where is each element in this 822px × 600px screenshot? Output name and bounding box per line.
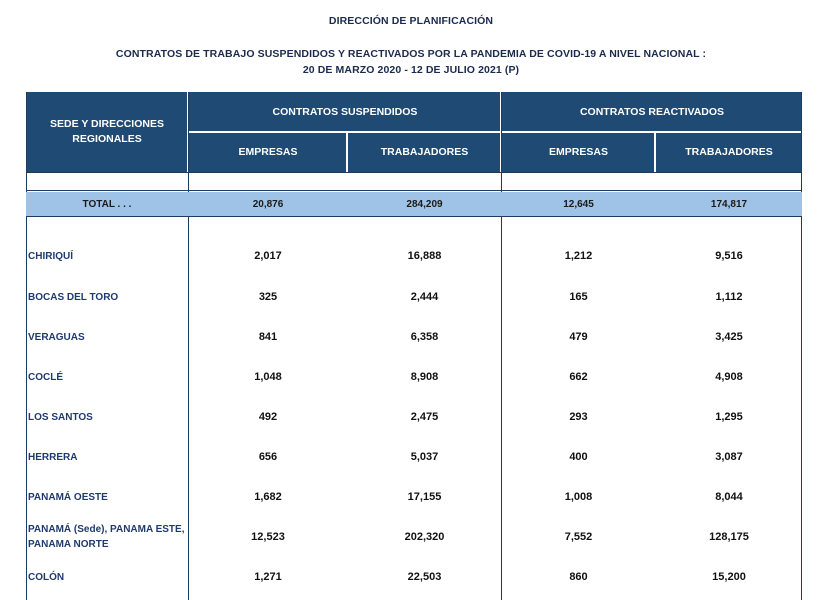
cell-reactivated-workers: 15,200 (712, 571, 746, 583)
subheader-suspended-workers: TRABAJADORES (380, 146, 469, 158)
group-header-reactivated: CONTRATOS REACTIVADOS (579, 105, 725, 118)
region-label: LOS SANTOS (28, 411, 93, 423)
total-reactivated-workers: 174,817 (710, 198, 748, 210)
cell-suspended-companies: 1,271 (254, 571, 282, 583)
header-divider-vertical (346, 133, 348, 172)
cell-suspended-workers: 202,320 (404, 531, 445, 543)
cell-reactivated-companies: 293 (569, 411, 588, 423)
cell-suspended-companies: 2,017 (254, 250, 282, 262)
region-label: PANAMÁ (Sede), PANAMA ESTE, PANAMA NORTE (28, 524, 185, 550)
subheader-reactivated-companies: EMPRESAS (549, 146, 608, 158)
cell-suspended-companies: 492 (258, 411, 278, 423)
report-subtitle: CONTRATOS DE TRABAJO SUSPENDIDOS Y REACTIVADOS POR LA PANDEMIA DE COVID-19 A NIVEL NACIONAL : (115, 48, 707, 60)
cell-reactivated-companies: 165 (569, 291, 588, 303)
cell-suspended-companies: 1,048 (254, 371, 282, 383)
cell-reactivated-workers: 9,516 (715, 250, 743, 262)
cell-reactivated-workers: 1,112 (715, 291, 743, 303)
cell-reactivated-companies: 662 (569, 371, 588, 383)
table-border-left (26, 92, 27, 600)
region-label: COLÓN (28, 571, 65, 583)
total-reactivated-companies: 12,645 (563, 198, 594, 210)
cell-reactivated-workers: 3,087 (715, 451, 743, 463)
total-suspended-companies: 20,876 (252, 198, 284, 210)
cell-suspended-companies: 12,523 (251, 531, 285, 543)
cell-suspended-workers: 22,503 (407, 571, 442, 583)
header-bottom-border (26, 172, 802, 173)
subheader-suspended-companies: EMPRESAS (238, 146, 298, 158)
cell-reactivated-workers: 4,908 (715, 371, 743, 383)
cell-suspended-workers: 2,444 (410, 291, 439, 303)
cell-reactivated-companies: 1,212 (564, 250, 593, 262)
cell-reactivated-companies: 479 (569, 331, 588, 343)
total-label: TOTAL . . . (82, 198, 132, 210)
cell-reactivated-workers: 8,044 (715, 491, 743, 503)
cell-suspended-companies: 841 (258, 331, 278, 343)
cell-suspended-workers: 5,037 (410, 451, 439, 463)
total-suspended-workers: 284,209 (406, 198, 443, 210)
report-title: DIRECCIÓN DE PLANIFICACIÓN (328, 15, 494, 27)
cell-suspended-companies: 656 (258, 451, 278, 463)
cell-reactivated-workers: 1,295 (715, 411, 743, 423)
cell-suspended-workers: 8,908 (410, 371, 439, 383)
cell-reactivated-companies: 1,008 (564, 491, 593, 503)
cell-suspended-workers: 17,155 (407, 491, 442, 503)
region-label: HERRERA (28, 451, 78, 463)
region-label: BOCAS DEL TORO (28, 291, 119, 303)
cell-suspended-workers: 2,475 (410, 411, 439, 423)
total-bottom-border (26, 216, 802, 217)
region-label: CHIRIQUÍ (28, 250, 73, 262)
cell-suspended-companies: 325 (258, 291, 278, 303)
region-label: COCLÉ (28, 371, 63, 383)
region-label: PANAMÁ OESTE (28, 491, 108, 503)
header-divider-horizontal-left (189, 131, 501, 133)
cell-suspended-companies: 1,682 (254, 491, 282, 503)
group-header-suspended: CONTRATOS SUSPENDIDOS (272, 105, 418, 118)
region-label: VERAGUAS (28, 331, 85, 343)
spacer-bottom-border (26, 190, 802, 191)
subheader-reactivated-workers: TRABAJADORES (685, 146, 773, 158)
report-date-range: 20 DE MARZO 2020 - 12 DE JULIO 2021 (P) (302, 64, 520, 76)
cell-reactivated-workers: 3,425 (715, 331, 743, 343)
header-divider-vertical (654, 133, 656, 172)
cell-reactivated-companies: 7,552 (564, 531, 593, 543)
cell-suspended-workers: 6,358 (410, 331, 439, 343)
cell-reactivated-workers: 128,175 (709, 531, 749, 543)
header-divider-horizontal-right (502, 131, 802, 133)
cell-reactivated-companies: 400 (569, 451, 588, 463)
column-header-region: SEDE Y DIRECCIONES REGIONALES (50, 118, 164, 145)
cell-reactivated-companies: 860 (569, 571, 588, 583)
cell-suspended-workers: 16,888 (407, 250, 442, 262)
